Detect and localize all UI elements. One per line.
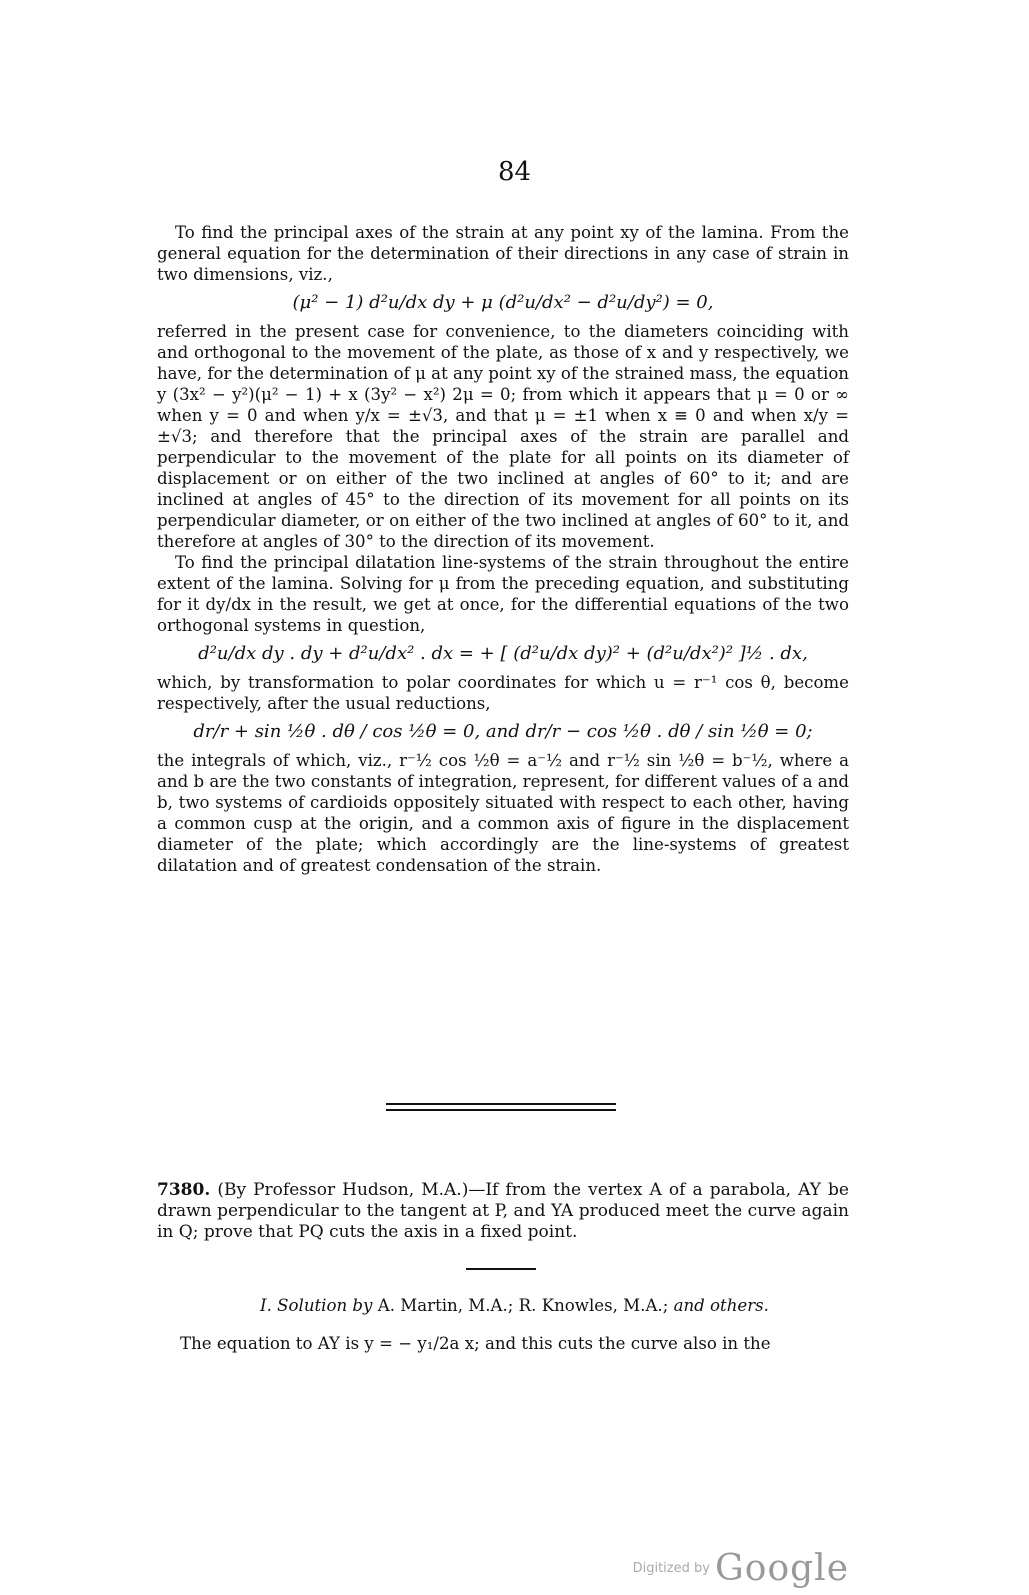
solution-prefix: I. Solution by — [260, 1296, 373, 1315]
watermark-logo: Google — [715, 1548, 849, 1589]
equation-1: (μ² − 1) d²u/dx dy + μ (d²u/dx² − d²u/dy²) = 0, — [292, 292, 714, 313]
solution-first-line: The equation to AY is y = − y₁/2a x; and this cuts the curve also in the — [180, 1334, 771, 1353]
section-1-body — [157, 222, 849, 876]
short-divider — [466, 1268, 536, 1270]
intro-paragraph: To find the principal axes of the strain at any point xy of the lamina. From the general equation for the determination of their directions in any case of strain in two dimensions, viz., — [157, 223, 849, 284]
watermark-small: Digitized by — [632, 1561, 710, 1576]
paragraph-3: To find the principal dilatation line-systems of the strain throughout the entire extent of the lamina. Solving for μ from the preceding equation, and substituting for it dy/dx in the result, we get at once, for the differential equations of the two orthogonal systems in question, — [157, 553, 849, 635]
solution-suffix: and others. — [673, 1296, 769, 1315]
paragraph-5: the integrals of which, viz., r⁻½ cos ½θ = a⁻½ and r⁻½ sin ½θ = b⁻½, where a and b are the two constants of integration, represent, for different values of a and b, two systems of cardioids oppositely situated with respect to each other, having a common cusp at the origin, and a common axis of figure in the displacement diameter of the plate; which accordingly are the line-systems of greatest dilatation and of greatest condensation of the strain. — [157, 751, 849, 875]
problem-text: (By Professor Hudson, M.A.)—If from the vertex A of a parabola, AY be drawn perpendicular to the tangent at P, and YA produced meet the curve again in Q; prove that PQ cuts the axis in a fixed point. — [157, 1180, 849, 1242]
problem-7380 — [157, 1180, 849, 1243]
problem-number: 7380. — [157, 1180, 211, 1200]
paragraph-2: referred in the present case for convenience, to the diameters coinciding with and orthogonal to the movement of the plate, as those of x and y respectively, we have, for the determination of μ at any point xy of the strained mass, the equation y (3x² − y²)(μ² − 1) + x (3y² − x²) 2μ = 0; from which it appears that μ = 0 or ∞ when y = 0 and when y/x = ±√3, and that μ = ±1 when x ≡ 0 and when x/y = ±√3; and therefore that the principal axes of the strain are parallel and perpendicular to the movement of the plate for all points on its diameter of displacement or on either of the two inclined at angles of 60° to it; and are inclined at angles of 45° to the direction of its movement for all points on its perpendicular diameter, or on either of the two inclined at angles of 60° to it, and therefore at angles of 30° to the direction of its movement. — [157, 322, 849, 551]
google-watermark — [633, 1548, 849, 1589]
paragraph-4: which, by transformation to polar coordinates for which u = r⁻¹ cos θ, become respectively, after the usual reductions, — [157, 673, 849, 713]
equation-3: dr/r + sin ½θ . dθ / cos ½θ = 0, and dr/r − cos ½θ . dθ / sin ½θ = 0; — [193, 721, 813, 742]
page-number: 84 — [497, 157, 532, 187]
solution-header — [0, 1296, 1029, 1315]
equation-2: d²u/dx dy . dy + d²u/dx² . dx = + [ (d²u/dx dy)² + (d²u/dx²)² ]½ . dx, — [198, 643, 808, 664]
solution-authors: A. Martin, M.A.; R. Knowles, M.A.; — [377, 1296, 669, 1315]
section-divider — [386, 1103, 616, 1111]
